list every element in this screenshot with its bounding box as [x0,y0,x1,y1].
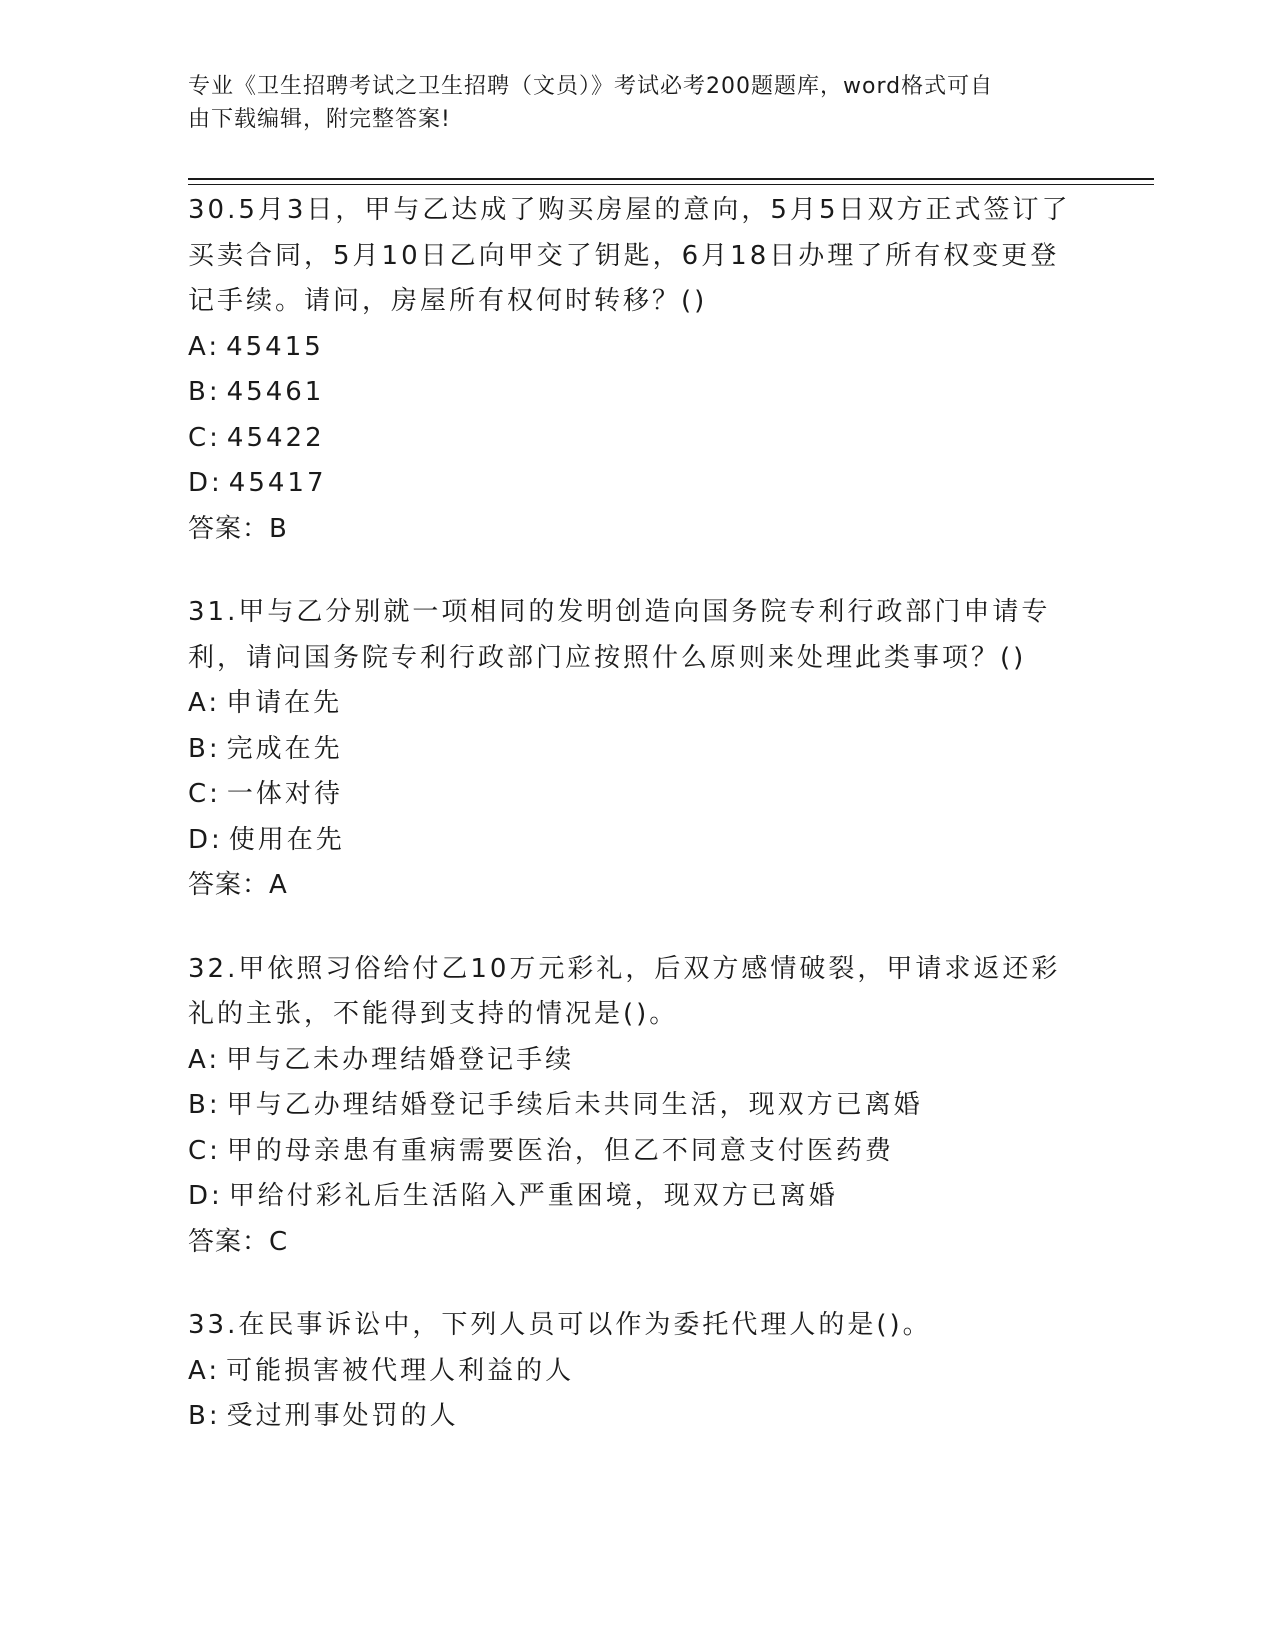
header-line-2: 由下载编辑，附完整答案! [188,107,451,132]
option-text: 受过刑事处罚的人 [226,1401,459,1431]
header-line-1: 专业《卫生招聘考试之卫生招聘（文员）》考试必考200题题库，word格式可自 [188,74,994,99]
option-text: 一体对待 [226,779,343,809]
option-letter: A: [188,1044,221,1075]
option-letter: D: [188,824,223,855]
question-33 [188,1303,1088,1440]
option-b [188,1083,1088,1129]
option-c [188,772,1088,818]
option-text: 甲与乙办理结婚登记手续后未共同生活，现双方已离婚 [226,1090,923,1120]
question-30 [188,188,1088,552]
option-text: 使用在先 [228,824,345,855]
option-letter: C: [188,1135,221,1166]
option-letter: C: [188,779,221,809]
option-text: 45461 [226,377,325,407]
option-letter: A: [188,1355,221,1386]
answer-line: 答案：C [188,1226,289,1257]
header-rule-thin [188,184,1154,185]
option-c [188,416,1088,462]
question-text: 31.甲与乙分别就一项相同的发明创造向国务院专利行政部门申请专利，请问国务院专利行政部门应按照什么原则来处理此类事项？() [188,597,1051,673]
option-letter: A: [188,688,221,718]
option-text: 甲与乙未办理结婚登记手续 [226,1044,575,1075]
option-text: 完成在先 [226,733,343,764]
option-letter: C: [188,422,221,453]
option-d [188,461,1088,507]
header-rule-thick [188,178,1154,180]
option-a [188,681,1088,727]
option-text: 可能损害被代理人利益的人 [226,1355,575,1386]
option-text: 申请在先 [226,688,343,718]
option-letter: A: [188,331,221,362]
option-a [188,325,1088,371]
question-text: 33.在民事诉讼中，下列人员可以作为委托代理人的是()。 [188,1310,932,1340]
option-letter: B: [188,377,221,407]
option-d [188,818,1088,864]
option-text: 45415 [226,331,324,362]
option-letter: B: [188,1090,221,1120]
option-text: 甲给付彩礼后生活陷入严重困境，现双方已离婚 [228,1181,838,1211]
option-letter: B: [188,1401,221,1431]
option-text: 甲的母亲患有重病需要医治，但乙不同意支付医药费 [226,1135,894,1166]
option-text: 45422 [226,422,325,453]
answer-line: 答案：A [188,870,288,900]
option-letter: D: [188,468,223,498]
option-a [188,1349,1088,1395]
option-b [188,1394,1088,1440]
question-text: 32.甲依照习俗给付乙10万元彩礼，后双方感情破裂，甲请求返还彩礼的主张，不能得到支持的情况是()。 [188,953,1061,1029]
option-b [188,727,1088,773]
question-32 [188,947,1088,1266]
option-b [188,370,1088,416]
question-31 [188,590,1088,909]
option-letter: D: [188,1181,223,1211]
option-d [188,1174,1088,1220]
answer-line: 答案：B [188,513,288,544]
option-text: 45417 [228,468,327,498]
document-header [188,70,1068,136]
option-letter: B: [188,733,221,764]
question-text: 30.5月3日，甲与乙达成了购买房屋的意向，5月5日双方正式签订了买卖合同，5月10日乙向甲交了钥匙，6月18日办理了所有权变更登记手续。请问，房屋所有权何时转移？() [188,195,1071,316]
option-c [188,1129,1088,1175]
option-a [188,1038,1088,1084]
question-list [188,188,1088,1478]
